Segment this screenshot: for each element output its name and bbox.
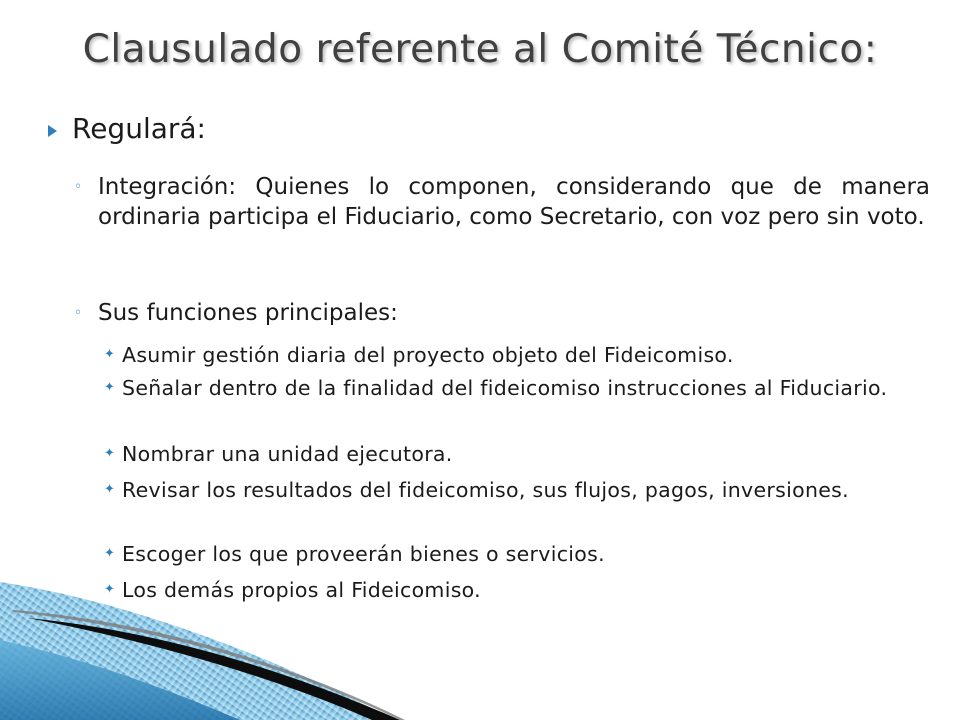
bullet-heading: Regulará: [72,112,206,145]
four-point-star-icon: ✦ [104,546,116,561]
four-point-star-icon: ✦ [104,380,116,395]
function-text: Asumir gestión diaria del proyecto objeto del Fideicomiso. [122,343,734,367]
function-text: Señalar dentro de la finalidad del fideicomiso instrucciones al Fiduciario. [122,376,888,400]
integration-text: Integración: Quienes lo componen, considerando que de manera ordinaria participa el Fiduciario, como Secretario, con voz pero sin voto. [98,174,930,230]
functions-heading: Sus funciones principales: [98,300,398,326]
function-text: Los demás propios al Fideicomiso. [122,578,481,602]
circle-outline-icon: ◦ [74,305,83,321]
four-point-star-icon: ✦ [104,582,116,597]
circle-outline-icon: ◦ [74,179,83,195]
four-point-star-icon: ✦ [104,482,116,497]
slide-title: Clausulado referente al Comité Técnico: [82,27,878,72]
four-point-star-icon: ✦ [104,446,116,461]
function-text: Escoger los que proveerán bienes o servicios. [122,542,605,566]
function-text: Revisar los resultados del fideicomiso, sus flujos, pagos, inversiones. [122,478,849,502]
four-point-star-icon: ✦ [104,347,116,362]
function-text: Nombrar una unidad ejecutora. [122,442,453,466]
